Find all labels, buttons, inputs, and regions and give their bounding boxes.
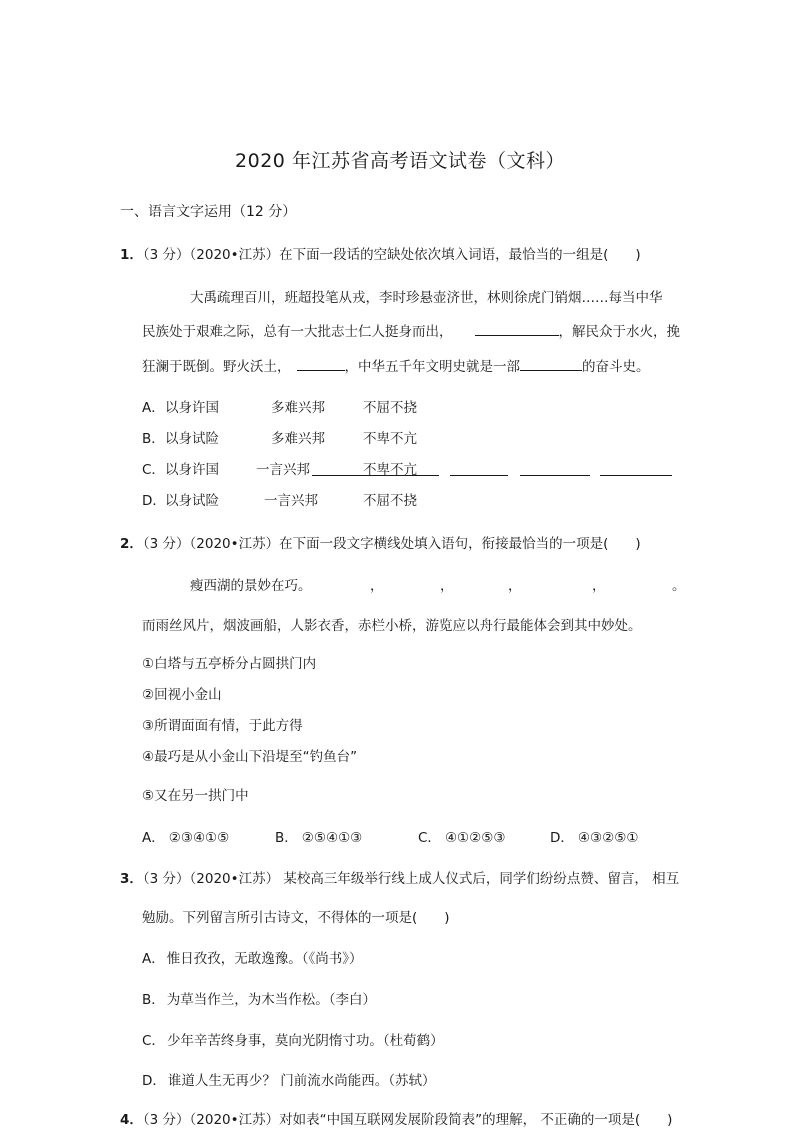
q2-passage-line-2: 而雨丝风片，烟波画船，人影衣香，赤栏小桥，游览应以舟行最能体会到其中妙处。 (142, 618, 642, 634)
stray-underline (312, 475, 370, 476)
option-label: B． (275, 830, 298, 846)
question-2-stem (120, 532, 641, 552)
q3-option-a[interactable] (142, 947, 363, 967)
question-text: （3 分）（2020•江苏） 某校高三年级举行线上成人仪式后，同学们纷纷点赞、留言， 相互 (142, 871, 680, 887)
q3-option-b[interactable] (142, 988, 376, 1008)
option-label: A． (142, 830, 165, 846)
q1-option-c[interactable] (142, 458, 165, 478)
q2-item: ②回视小金山 (142, 687, 222, 703)
question-number: 2． (120, 536, 143, 552)
q2-option-a[interactable] (142, 826, 229, 846)
stray-underline (450, 475, 508, 476)
passage-text: ，中华五千年文明史就是一部 (344, 359, 520, 375)
punctuation: ， (592, 578, 606, 594)
option-word: 不卑不亢 (363, 462, 417, 478)
passage-text: 的奋斗史。 (582, 359, 650, 375)
punctuation: 。 (672, 578, 686, 594)
question-3-stem (120, 867, 679, 887)
q2-item: ③所谓面面有情，于此方得 (142, 718, 303, 734)
option-text: 为草当作兰，为木当作松。（李白） (166, 992, 377, 1008)
q1-passage-line-3 (142, 355, 650, 375)
stray-underline (363, 475, 439, 476)
stray-underline (520, 475, 590, 476)
question-3-stem-line-2: 勉励。下列留言所引古诗文，不得体的一项是( ) (142, 910, 450, 926)
q2-item: ④最巧是从小金山下沿堤至“钓鱼台” (142, 749, 358, 765)
q2-option-c[interactable] (418, 826, 505, 846)
question-number: 4． (120, 1112, 143, 1128)
option-text: 谁道人生无再少？ 门前流水尚能西。（苏轼） (167, 1073, 436, 1089)
q2-passage-line-1: 瘦西湖的景妙在巧。 (190, 578, 312, 594)
option-word: 一言兴邦 (264, 493, 318, 509)
question-text: （3 分）（2020•江苏）在下面一段文字横线处填入语句，衔接最恰当的一项是( ) (142, 536, 641, 552)
q1-option-a[interactable] (142, 396, 165, 416)
q1-option-d[interactable] (142, 489, 166, 509)
option-label: C． (418, 830, 441, 846)
option-label: B． (142, 431, 165, 447)
question-number: 3． (120, 871, 143, 887)
option-word: 以身试险 (165, 431, 219, 447)
q3-option-d[interactable] (142, 1069, 435, 1089)
question-text: （3 分）（2020•江苏）在下面一段话的空缺处依次填入词语，最恰当的一组是( ) (142, 247, 641, 263)
blank-line (475, 321, 559, 336)
section-heading: 一、语言文字运用（12 分） (120, 204, 297, 220)
option-word: 以身许国 (165, 462, 219, 478)
q2-item: ①白塔与五亭桥分占圆拱门内 (142, 656, 317, 672)
page-title: 2020 年江苏省高考语文试卷（文科） (235, 150, 565, 172)
option-label: A． (142, 951, 165, 967)
punctuation: ， (370, 578, 384, 594)
option-word: 以身试险 (165, 493, 219, 509)
q3-option-c[interactable] (142, 1029, 444, 1049)
option-word: 不屈不挠 (363, 493, 417, 509)
option-word: 不卑不亢 (363, 431, 417, 447)
q1-option-b[interactable] (142, 427, 165, 447)
question-4-stem (120, 1108, 672, 1128)
option-word: 多难兴邦 (271, 400, 325, 416)
option-label: A． (142, 400, 165, 416)
q1-passage-line-1: 大禹疏理百川，班超投笔从戎，李时珍悬壶济世，林则徐虎门销烟……每当中华 (190, 290, 663, 306)
option-text: ④①②⑤③ (444, 830, 506, 846)
option-text: 惟日孜孜，无敢逸豫。（《尚书》） (166, 951, 363, 967)
option-word: 一言兴邦 (256, 462, 310, 478)
q2-item: ⑤又在另一拱门中 (142, 788, 249, 804)
q2-option-d[interactable] (550, 826, 638, 846)
question-text: （3 分）（2020•江苏）对如表“中国互联网发展阶段简表”的理解， 不正确的一项是( ) (142, 1112, 673, 1128)
option-word: 以身许国 (165, 400, 219, 416)
stray-underline (600, 475, 672, 476)
blank-line (520, 356, 582, 371)
option-text: ④③②⑤① (577, 830, 639, 846)
question-1-stem (120, 243, 641, 263)
option-label: D． (142, 1073, 166, 1089)
passage-text: 民族处于艰难之际，总有一大批志士仁人挺身而出， (142, 324, 453, 340)
punctuation: ， (440, 578, 454, 594)
option-text: ②⑤④①③ (301, 830, 363, 846)
option-label: D． (142, 493, 166, 509)
option-label: C． (142, 1033, 165, 1049)
option-text: ②③④①⑤ (168, 830, 230, 846)
option-word: 不屈不挠 (363, 400, 417, 416)
option-label: C． (142, 462, 165, 478)
option-label: B． (142, 992, 165, 1008)
q2-option-b[interactable] (275, 826, 362, 846)
passage-text: 狂澜于既倒。野火沃土， (142, 359, 291, 375)
passage-text: ，解民众于水火，挽 (558, 324, 680, 340)
punctuation: ， (508, 578, 522, 594)
blank-line (297, 356, 345, 371)
question-number: 1． (120, 247, 143, 263)
option-word: 多难兴邦 (271, 431, 325, 447)
option-text: 少年辛苦终身事，莫向光阴惰寸功。（杜荀鹤） (166, 1033, 444, 1049)
option-label: D． (550, 830, 574, 846)
q1-passage-line-2 (142, 320, 680, 340)
